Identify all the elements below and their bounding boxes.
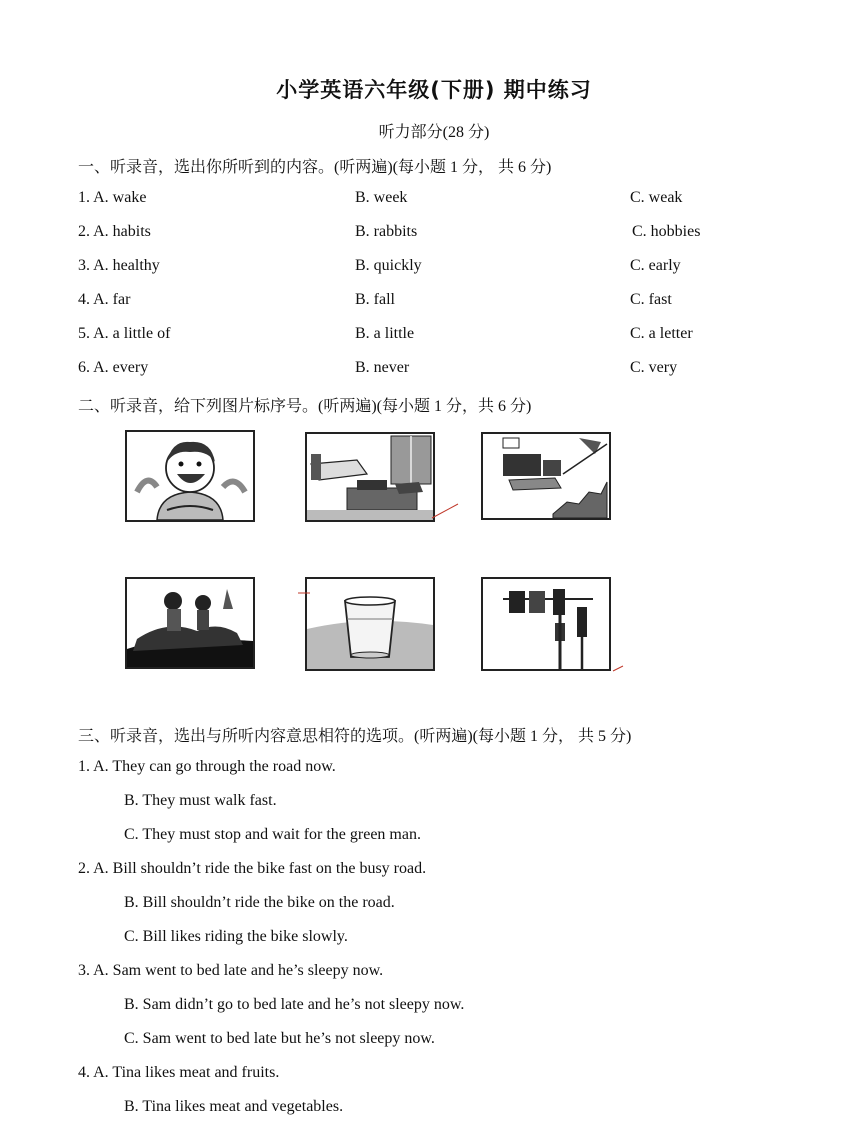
- s1-q5-option-c: C. a letter: [630, 325, 693, 342]
- s3-q2-option-c: C. Bill likes riding the bike slowly.: [124, 928, 348, 945]
- s3-q4-option-b: B. Tina likes meat and vegetables.: [124, 1098, 344, 1115]
- glass-of-water-picture: [305, 577, 435, 671]
- bedroom-picture: [305, 432, 435, 522]
- s1-q4-option-a: 4. A. far: [78, 291, 131, 308]
- red-pen-mark: [430, 500, 460, 520]
- s1-q3-option-b: B. quickly: [355, 257, 422, 274]
- s3-q3-option-a: 3. A. Sam went to bed late and he’s sleepy now.: [78, 962, 384, 979]
- s1-q4-option-b: B. fall: [355, 291, 395, 308]
- living-room-stairs-picture: [481, 432, 611, 520]
- s1-q6-option-b: B. never: [355, 359, 410, 376]
- s1-q2-option-a: 2. A. habits: [78, 223, 151, 240]
- s1-q1-option-b: B. week: [355, 189, 408, 206]
- traffic-lights-picture: [481, 577, 611, 671]
- page-title: 小学英语六年级(下册) 期中练习: [276, 78, 592, 102]
- red-pen-mark: [296, 588, 312, 598]
- section3-heading: 三、听录音，选出与所听内容意思相符的选项。(听两遍)(每小题 1 分， 共 5 分): [78, 728, 632, 745]
- s1-q3-option-c: C. early: [630, 257, 681, 274]
- section2-heading: 二、听录音，给下列图片标序号。(听两遍)(每小题 1 分，共 6 分): [78, 398, 532, 415]
- s3-q2-option-b: B. Bill shouldn’t ride the bike on the road.: [124, 894, 395, 911]
- s3-q3-option-b: B. Sam didn’t go to bed late and he’s not sleepy now.: [124, 996, 465, 1013]
- s1-q2-option-b: B. rabbits: [355, 223, 418, 240]
- s1-q3-option-a: 3. A. healthy: [78, 257, 160, 274]
- s1-q1-option-c: C. weak: [630, 189, 683, 206]
- laughing-boy-picture: [125, 430, 255, 522]
- s3-q1-option-a: 1. A. They can go through the road now.: [78, 758, 336, 775]
- red-pen-mark: [612, 664, 624, 672]
- s3-q1-option-b: B. They must walk fast.: [124, 792, 277, 809]
- section1-heading: 一、听录音，选出你所听到的内容。(听两遍)(每小题 1 分， 共 6 分): [78, 159, 552, 176]
- s1-q1-option-a: 1. A. wake: [78, 189, 147, 206]
- s1-q6-option-a: 6. A. every: [78, 359, 149, 376]
- s3-q2-option-a: 2. A. Bill shouldn’t ride the bike fast on the busy road.: [78, 860, 427, 877]
- page-subtitle: 听力部分(28 分): [378, 124, 490, 141]
- s1-q6-option-c: C. very: [630, 359, 678, 376]
- s3-q3-option-c: C. Sam went to bed late but he’s not sleepy now.: [124, 1030, 435, 1047]
- s1-q2-option-c: C. hobbies: [632, 223, 701, 240]
- s1-q4-option-c: C. fast: [630, 291, 672, 308]
- crossing-street-picture: [125, 577, 255, 669]
- s3-q1-option-c: C. They must stop and wait for the green man.: [124, 826, 421, 843]
- s1-q5-option-b: B. a little: [355, 325, 415, 342]
- s3-q4-option-a: 4. A. Tina likes meat and fruits.: [78, 1064, 280, 1081]
- s1-q5-option-a: 5. A. a little of: [78, 325, 171, 342]
